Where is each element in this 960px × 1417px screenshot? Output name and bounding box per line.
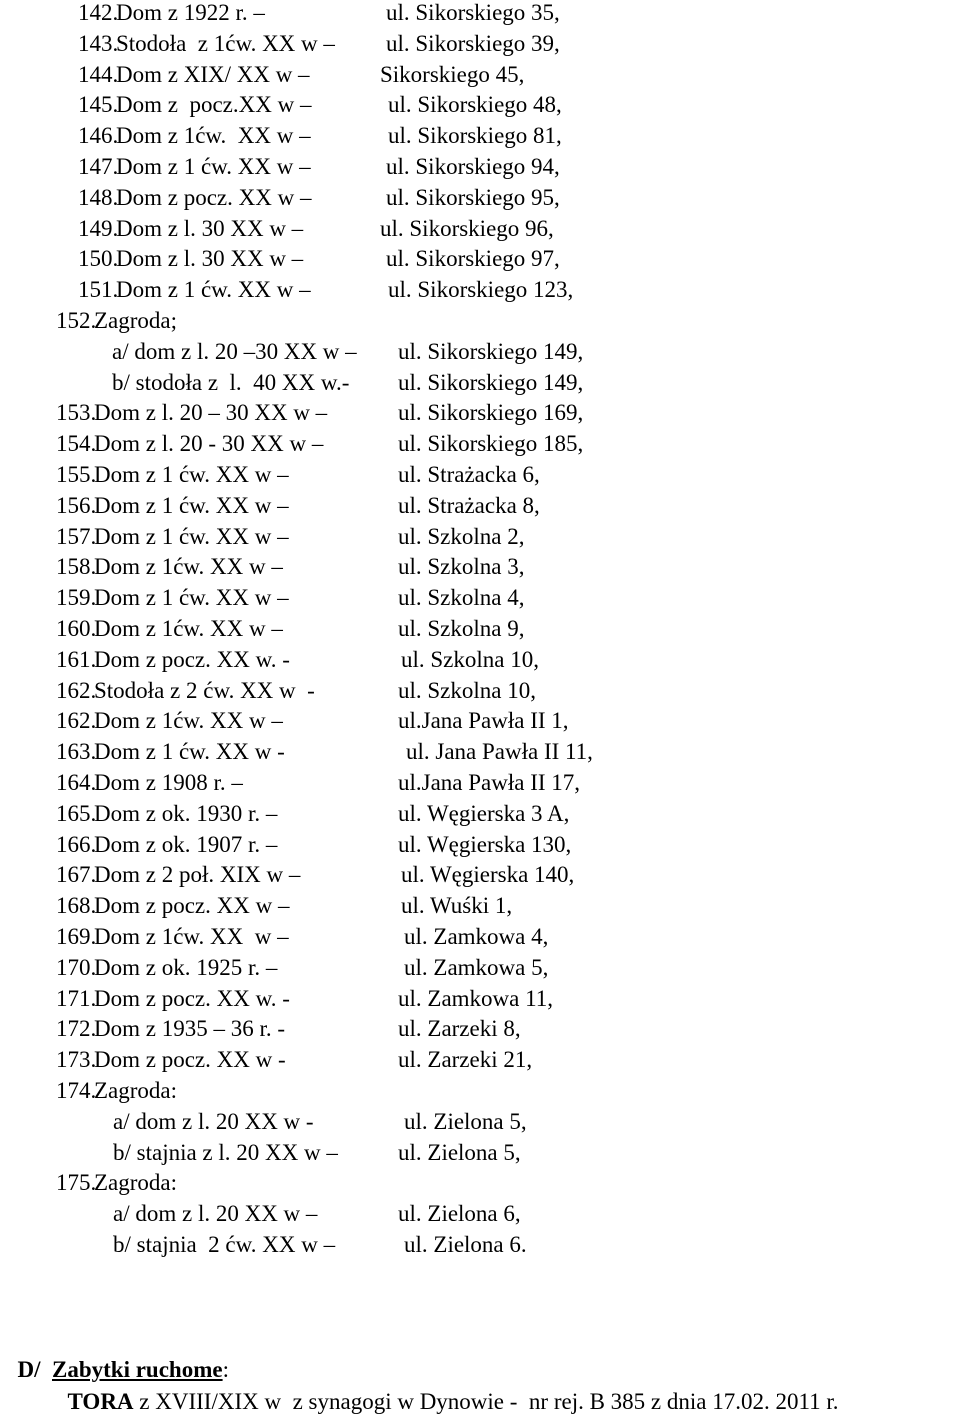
entry-address: ul. Szkolna 10,	[401, 646, 539, 672]
entry-address: ul. Sikorskiego 97,	[386, 246, 560, 272]
entry-description: Stodoła z 1ćw. XX w –	[116, 30, 335, 56]
entry-number: 174.	[56, 1078, 97, 1103]
entry-description: Zagroda:	[94, 1078, 178, 1103]
entry-description: Dom z pocz. XX w –	[116, 184, 312, 210]
entry-number: 163.	[56, 739, 97, 765]
entry-address: Sikorskiego 45,	[380, 61, 525, 87]
entry-description: Dom z 1ćw. XX w –	[94, 708, 283, 734]
entry-number: 147.	[78, 154, 119, 179]
movable-monument-description: z XVIII/XIX w z synagogi w Dynowie - nr rej. B 385 z dnia 17.02. 2011 r.	[133, 1389, 839, 1414]
entry-number: 153.	[56, 400, 97, 426]
entry-number: 162.	[56, 708, 97, 734]
entry-address: ul.Jana Pawła II 1,	[398, 708, 569, 734]
entry-description: Dom z ok. 1907 r. –	[94, 831, 278, 857]
entry-number: 151.	[78, 277, 119, 303]
entry-description: Dom z 1ćw. XX w –	[116, 123, 311, 149]
entry-number: 145.	[78, 92, 119, 118]
entry-number: 167.	[56, 862, 97, 888]
entry-description: Dom z pocz. XX w. -	[94, 646, 290, 672]
section-title: Zabytki ruchome	[52, 1357, 223, 1382]
entry-address: ul. Zielona 5,	[404, 1108, 527, 1134]
entry-address: ul. Szkolna 10,	[398, 677, 536, 703]
entry-description: Dom z l. 20 – 30 XX w –	[94, 400, 328, 426]
entry-description: Dom z pocz.XX w –	[116, 92, 312, 118]
entry-number: 161.	[56, 646, 97, 672]
entry-address: ul. Strażacka 8,	[398, 492, 540, 518]
entry-description: Dom z l. 30 XX w –	[116, 215, 304, 241]
entry-address: ul. Zielona 6,	[398, 1201, 521, 1227]
entry-address: ul. Zamkowa 11,	[398, 985, 554, 1011]
entry-description: Dom z pocz. XX w -	[94, 1047, 286, 1073]
movable-monument-entry	[56, 1357, 839, 1414]
entry-number: 164.	[56, 770, 97, 795]
entry-description: Zagroda;	[94, 308, 178, 333]
entry-number: 162.	[56, 677, 97, 703]
entry-address: ul. Sikorskiego 149,	[398, 369, 584, 395]
entry-address: ul. Węgierska 3 A,	[398, 800, 570, 826]
entry-address: ul. Sikorskiego 96,	[380, 215, 554, 241]
entry-address: ul. Sikorskiego 149,	[398, 338, 584, 364]
entry-address: ul. Wuśki 1,	[401, 893, 513, 919]
entry-description: b/ stajnia 2 ćw. XX w –	[113, 1232, 336, 1257]
entry-number: 157.	[56, 523, 97, 549]
entry-number: 169.	[56, 924, 97, 949]
entry-address: ul. Węgierska 140,	[401, 862, 575, 888]
entry-description: a/ dom z l. 20 XX w -	[113, 1108, 314, 1134]
entry-address: ul. Szkolna 4,	[398, 585, 525, 611]
entry-address: ul. Sikorskiego 123,	[388, 277, 574, 303]
entry-description: Dom z pocz. XX w. -	[94, 985, 290, 1011]
entry-address: ul. Sikorskiego 39,	[386, 30, 560, 56]
entry-address: ul. Sikorskiego 169,	[398, 400, 584, 426]
entry-description: Dom z 1ćw. XX w –	[94, 554, 283, 580]
entry-description: Dom z 1 ćw. XX w –	[94, 492, 289, 518]
entry-description: Dom z 1 ćw. XX w –	[116, 277, 311, 303]
entry-description: Dom z 1 ćw. XX w –	[94, 462, 289, 487]
entry-description: Dom z 1922 r. –	[116, 0, 265, 25]
entry-number: 156.	[56, 492, 97, 518]
entry-description: Dom z 1 ćw. XX w –	[94, 585, 289, 611]
entry-address: ul. Zielona 6.	[404, 1232, 527, 1257]
entry-description: Dom z 1 ćw. XX w -	[94, 739, 285, 765]
entry-address: ul. Sikorskiego 81,	[388, 123, 562, 149]
entry-number: 172.	[56, 1016, 97, 1042]
entry-number: 144.	[78, 61, 119, 87]
entry-description: Dom z l. 30 XX w –	[116, 246, 304, 272]
entry-number: 175.	[56, 1170, 97, 1196]
movable-monument-name: TORA	[67, 1389, 134, 1414]
entry-description: Dom z 1ćw. XX w –	[94, 924, 289, 949]
section-heading	[6, 1325, 229, 1382]
entry-address: ul. Szkolna 3,	[398, 554, 525, 580]
entry-number: 146.	[78, 123, 119, 149]
entry-number: 149.	[78, 215, 119, 241]
entry-description: Dom z 2 poł. XIX w –	[94, 862, 301, 888]
entry-address: ul. Zarzeki 8,	[398, 1016, 521, 1042]
entry-address: ul. Sikorskiego 35,	[386, 0, 560, 25]
entry-number: 158.	[56, 554, 97, 580]
entry-number: 159.	[56, 585, 97, 611]
entry-description: a/ dom z l. 20 XX w –	[113, 1201, 318, 1227]
entry-number: 148.	[78, 184, 119, 210]
entry-description: Dom z ok. 1925 r. –	[94, 954, 278, 980]
entry-address: ul. Jana Pawła II 11,	[406, 739, 593, 765]
entry-description: b/ stajnia z l. 20 XX w –	[113, 1139, 338, 1165]
entry-description: b/ stodoła z l. 40 XX w.-	[112, 369, 350, 395]
entry-address: ul. Szkolna 2,	[398, 523, 525, 549]
entry-address: ul. Węgierska 130,	[398, 831, 572, 857]
entry-address: ul. Zarzeki 21,	[398, 1047, 533, 1073]
entry-number: 165.	[56, 800, 97, 826]
entry-number: 142.	[78, 0, 119, 25]
entry-number: 166.	[56, 831, 97, 857]
entry-description: Dom z 1 ćw. XX w –	[116, 154, 311, 179]
entry-description: Dom z pocz. XX w –	[94, 893, 290, 919]
entry-description: Dom z l. 20 - 30 XX w –	[94, 431, 324, 457]
section-colon: :	[222, 1357, 229, 1382]
entry-address: ul. Sikorskiego 185,	[398, 431, 584, 457]
entry-number: 173.	[56, 1047, 97, 1073]
entry-description: Dom z XIX/ XX w –	[116, 61, 310, 87]
entry-address: ul. Zamkowa 4,	[404, 924, 549, 949]
entry-number: 170.	[56, 954, 97, 980]
entry-address: ul. Zamkowa 5,	[404, 954, 549, 980]
entry-address: ul. Sikorskiego 48,	[388, 92, 562, 118]
entry-description: Dom z 1ćw. XX w –	[94, 616, 283, 641]
entry-description: Dom z 1 ćw. XX w –	[94, 523, 289, 549]
entry-description: a/ dom z l. 20 –30 XX w –	[112, 338, 357, 364]
entry-address: ul. Sikorskiego 95,	[386, 184, 560, 210]
entry-address: ul. Szkolna 9,	[398, 616, 525, 641]
entry-description: Dom z ok. 1930 r. –	[94, 800, 278, 826]
entry-number: 171.	[56, 985, 97, 1011]
entry-description: Dom z 1935 – 36 r. -	[94, 1016, 286, 1042]
entry-number: 143.	[78, 30, 119, 56]
entry-description: Zagroda:	[94, 1170, 178, 1196]
entry-address: ul. Sikorskiego 94,	[386, 154, 560, 179]
entry-number: 152.	[56, 308, 97, 333]
section-prefix: D/	[17, 1357, 41, 1382]
entry-address: ul.Jana Pawła II 17,	[398, 770, 581, 795]
entry-description: Dom z 1908 r. –	[94, 770, 243, 795]
entry-number: 154.	[56, 431, 97, 457]
entry-address: ul. Zielona 5,	[398, 1139, 521, 1165]
entry-number: 168.	[56, 893, 97, 919]
entry-number: 160.	[56, 616, 97, 641]
entry-number: 155.	[56, 462, 97, 487]
entry-number: 150.	[78, 246, 119, 272]
entry-description: Stodoła z 2 ćw. XX w -	[94, 677, 315, 703]
entry-address: ul. Strażacka 6,	[398, 462, 540, 487]
